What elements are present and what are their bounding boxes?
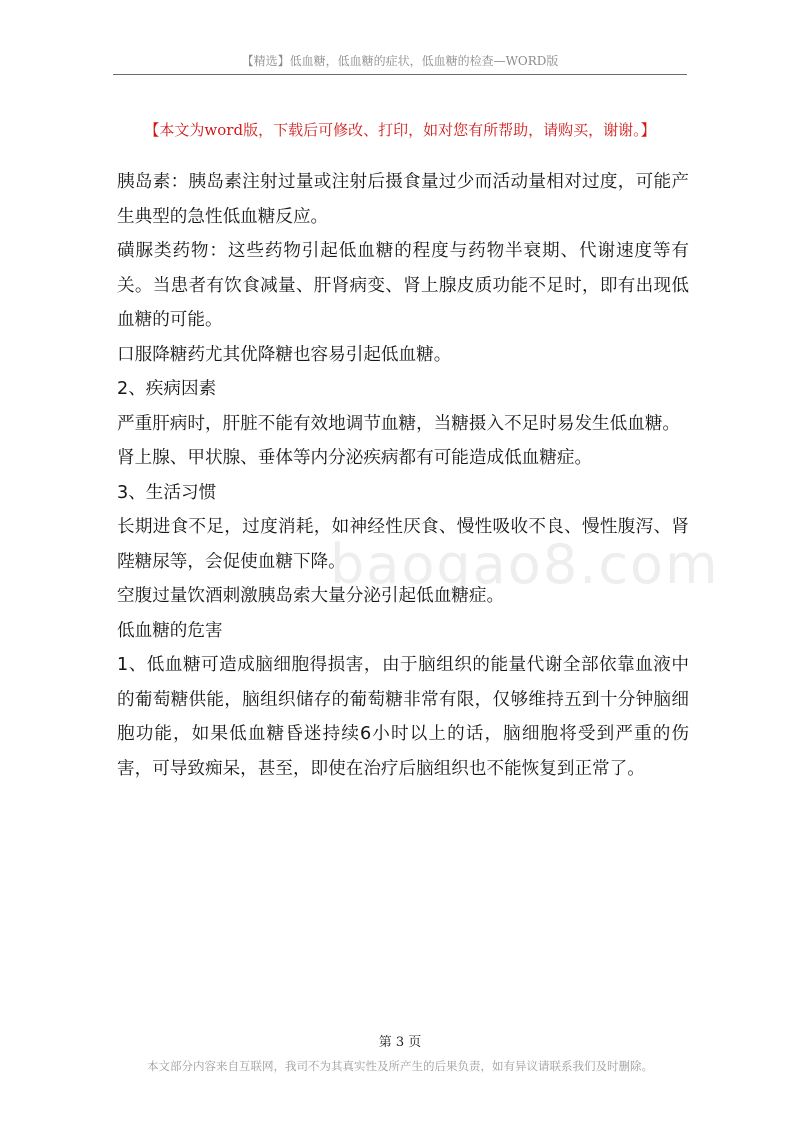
paragraph-oral-drugs: 口服降糖药尤其优降糖也容易引起低血糖。: [117, 344, 452, 365]
header-divider: [113, 74, 687, 75]
watermark: baogao8.com: [330, 533, 720, 596]
paragraph-insulin: 胰岛素：胰岛素注射过量或注射后摄食量过少而活动量相对过度，可能产生典型的急性低血糖反应。: [117, 172, 689, 227]
paragraph-malnutrition: 长期进食不足，过度消耗，如神经性厌食、慢性吸收不良、慢性腹泻、肾陛糖尿等，会促使血糖下降。: [117, 517, 689, 572]
heading-harms: 低血糖的危害: [117, 620, 223, 641]
paragraph-brain-damage: 1、低血糖可造成脑细胞得损害，由于脑组织的能量代谢全部依靠血液中的葡萄糖供能，脑组织储存的葡萄糖非常有限，仅够维持五到十分钟脑细胞功能，如果低血糖昏迷持续6小时以上的话，脑细胞将受到严重的伤害，可导致痴呆，甚至，即使在治疗后脑组织也不能恢复到正常了。: [117, 655, 689, 779]
heading-disease-factors: 2、疾病因素: [117, 379, 217, 399]
paragraph-sulfonylurea: 磺脲类药物：这些药物引起低血糖的程度与药物半衰期、代谢速度等有关。当患者有饮食减量、肝肾病变、肾上腺皮质功能不足时，即有出现低血糖的可能。: [117, 241, 689, 330]
heading-lifestyle: 3、生活习惯: [117, 482, 217, 503]
paragraph-endocrine: 肾上腺、甲状腺、垂体等内分泌疾病都有可能造成低血糖症。: [117, 448, 593, 468]
word-version-notice: 【本文为word版，下载后可修改、打印，如对您有所帮助，请购买，谢谢。】: [144, 121, 656, 139]
paragraph-liver-disease: 严重肝病时，肝脏不能有效地调节血糖，当糖摄入不足时易发生低血糖。: [117, 413, 681, 434]
document-body: [117, 165, 689, 786]
footer-disclaimer: 本文部分内容来自互联网，我司不为其真实性及所产生的后果负责，如有异议请联系我们及时删除。: [147, 1059, 653, 1073]
page-number: 第 3 页: [378, 1035, 422, 1050]
paragraph-alcohol: 空腹过量饮酒刺激胰岛索大量分泌引起低血糖症。: [117, 586, 505, 606]
page-header: 【精选】低血糖，低血糖的症状，低血糖的检查—WORD版: [241, 54, 559, 68]
